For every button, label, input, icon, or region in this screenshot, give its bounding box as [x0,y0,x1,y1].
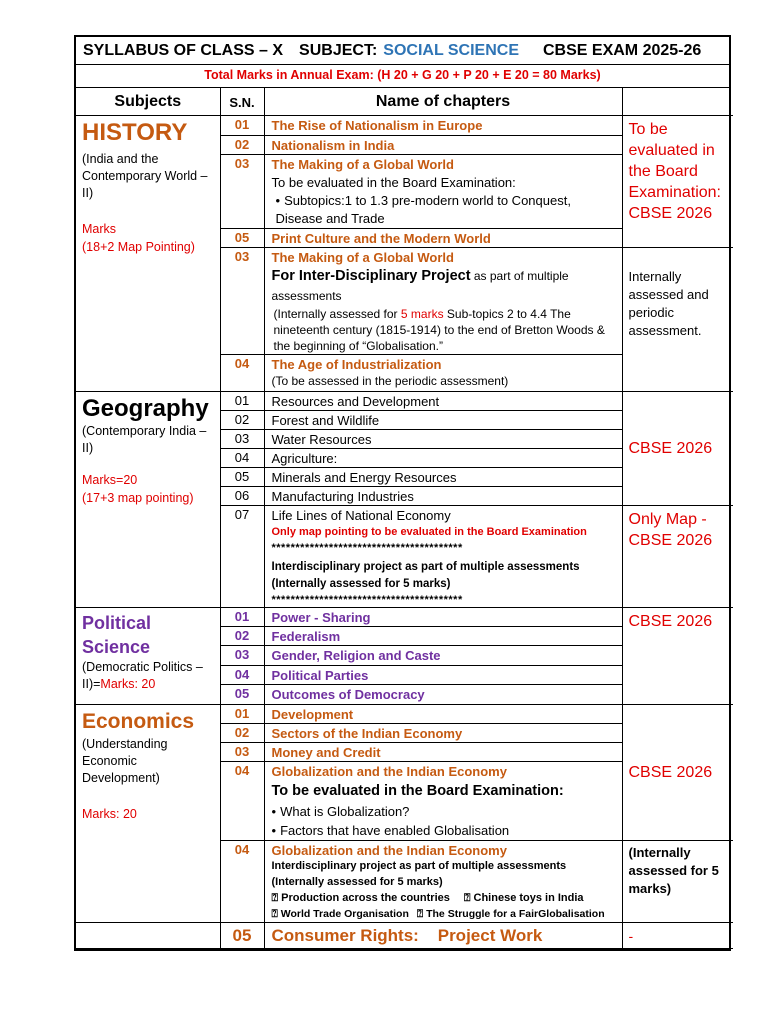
chapter-cell: Water Resources [264,430,622,449]
chapter-title: The Age of Industrialization [271,357,442,372]
sn-cell: 03 [220,155,264,229]
project-note: Interdisciplinary project as part of multiple assessments [271,860,567,872]
chapter-title: Development [271,707,354,722]
political-subtitle: (Democratic Politics – II)= [82,660,203,691]
history-marks-label: Marks [82,222,117,236]
sn-cell: 05 [220,685,264,705]
chapter-cell [264,116,622,136]
total-marks: Total Marks in Annual Exam: (H 20 + G 20 + P 20 + E 20 = 80 Marks) [76,65,729,88]
geography-title: Geography [82,395,209,422]
subject-label: SUBJECT: [299,41,378,59]
sn-cell: 03 [220,646,264,666]
chapter-note: (To be assessed in the periodic assessment) [271,374,509,388]
internal-note: (Internally assessed for 5 marks) [271,578,451,590]
project-line [272,266,622,306]
internal-note: (Internally assessed for 5 marks) [271,876,443,888]
political-subtitle-line [82,659,214,693]
sn-cell: 05 [220,229,264,248]
bullet-text: Factors that have enabled Globalisation [280,823,510,838]
detail-b: Sub-topics 2 to 4.4 The nineteenth century (1815-1914) to the end of Bretton Woods & the beginning of “Globalisation.” [273,307,605,353]
geography-board-eval: CBSE 2026 [622,392,733,506]
subject-name: SOCIAL SCIENCE [383,41,519,59]
table-row [76,705,733,724]
sn-cell: 01 [220,705,264,724]
sn-cell: 01 [220,608,264,627]
chapter-cell [264,762,622,841]
history-subtitle: (India and the Contemporary World – II) [82,152,208,200]
chapter-cell [264,646,622,666]
bullet-text: What is Globalization? [280,804,410,819]
sn-cell: 04 [220,841,264,923]
chapter-title: The Making of a Global World [271,157,454,172]
syllabus-sheet [74,35,731,951]
chapter-bullet [272,821,622,840]
chapter-title: The Rise of Nationalism in Europe [271,118,483,133]
sn-cell: 02 [220,411,264,430]
chapter-bullet [272,192,622,228]
sn-cell: 02 [220,136,264,155]
chapter-cell: Consumer Rights: Project Work [264,923,622,949]
blank-cell [76,923,220,949]
chapter-title: Sectors of the Indian Economy [271,726,463,741]
project-rest: as part of multiple assessments [271,269,569,303]
title-row [76,37,729,65]
chapter-title: Federalism [271,629,341,644]
economics-title: Economics [82,710,195,733]
bullet-icon [272,804,281,819]
chapter-bullet-text: Subtopics:1 to 1.3 pre-modern world to Conquest, Disease and Trade [275,193,571,226]
topic-line [272,890,622,906]
chapter-cell [264,355,622,392]
chapter-cell: Minerals and Energy Resources [264,468,622,487]
geography-marks-detail: (17+3 map pointing) [82,491,194,505]
history-title: HISTORY [82,119,188,146]
chapter-cell [264,666,622,685]
sn-cell: 05 [220,468,264,487]
sn-cell: 06 [220,487,264,506]
chapter-cell [264,685,622,705]
chapter-bullet [272,802,622,821]
divider-stars: **************************************** [271,542,463,554]
geography-subject-cell [76,392,220,608]
economics-marks: Marks: 20 [82,807,137,821]
political-title: Political Science [82,613,152,657]
chapter-line: To be evaluated in the Board Examination: [271,175,516,190]
column-header-row [76,88,733,116]
bullet-icon [272,823,281,838]
sn-cell: 03 [220,430,264,449]
col-blank [622,88,733,116]
chapter-cell [264,155,622,229]
syllabus-title: SYLLABUS OF CLASS – X [83,41,284,59]
chapter-title: Power - Sharing [271,610,371,625]
chapter-cell [264,136,622,155]
geography-map-eval: Only Map - CBSE 2026 [622,506,733,608]
topic-line [272,906,622,922]
chapter-title: The Making of a Global World [271,250,454,265]
chapter-cell [264,248,622,355]
chapter-title: Life Lines of National Economy [271,508,451,523]
chapter-title: Globalization and the Indian Economy [271,764,507,779]
chapter-cell [264,627,622,646]
syllabus-table [76,88,733,949]
chapter-cell: Manufacturing Industries [264,487,622,506]
sn-cell: 01 [220,116,264,136]
chapter-title: Political Parties [271,668,369,683]
geography-marks: Marks=20 [82,473,138,487]
history-internal-eval: Internally assessed and periodic assessment. [622,248,733,392]
col-chapters: Name of chapters [264,88,622,116]
history-board-eval: To be evaluated in the Board Examination: CBSE 2026 [622,116,733,248]
table-row [76,392,733,411]
table-row [76,608,733,627]
chapter-cell [264,743,622,762]
sn-cell: 03 [220,743,264,762]
sn-cell: 03 [220,248,264,355]
sn-cell: 04 [220,762,264,841]
economics-subject-cell [76,705,220,923]
table-row [76,116,733,136]
economics-last-eval: - [622,923,733,949]
sn-cell: 02 [220,627,264,646]
board-note: To be evaluated in the Board Examination: [271,783,564,799]
economics-board-eval: CBSE 2026 [622,705,733,841]
chapter-title: Outcomes of Democracy [271,687,425,702]
bullet-icon [276,193,285,208]
chapter-title: Nationalism in India [271,138,395,153]
map-note: Only map pointing to be evaluated in the Board Examination [271,526,587,538]
chapter-cell: Resources and Development [264,392,622,411]
detail-a: (Internally assessed for [273,307,401,321]
sn-cell: 04 [220,449,264,468]
chapter-cell [264,229,622,248]
exam-title: CBSE EXAM 2025-26 [543,41,702,59]
political-board-eval: CBSE 2026 [622,608,733,705]
history-marks-value: (18+2 Map Pointing) [82,240,195,254]
col-subjects: Subjects [76,88,220,116]
economics-internal-eval: (Internally assessed for 5 marks) [622,841,733,923]
project-bold: For Inter-Disciplinary Project [271,268,471,284]
chapter-cell [264,506,622,608]
political-subject-cell [76,608,220,705]
political-marks: Marks: 20 [100,677,156,691]
topic-item: ⍰ Chinese toys in India [463,892,584,904]
chapter-cell [264,841,622,923]
sn-cell: 05 [220,923,264,949]
project-detail [272,306,622,354]
divider-stars: **************************************** [271,594,463,606]
chapter-cell: Agriculture: [264,449,622,468]
chapter-title: Print Culture and the Modern World [271,231,491,246]
chapter-title: Gender, Religion and Caste [271,648,441,663]
topic-item: ⍰ Production across the countries [271,892,450,904]
sn-cell: 02 [220,724,264,743]
sn-cell: 07 [220,506,264,608]
detail-marks: 5 marks [400,307,444,321]
sn-cell: 04 [220,355,264,392]
geography-subtitle: (Contemporary India – II) [82,424,207,455]
sn-cell: 04 [220,666,264,685]
table-row [76,923,733,949]
chapter-cell [264,608,622,627]
topic-item: ⍰ World Trade Organisation [271,908,409,920]
economics-subtitle: (Understanding Economic Development) [82,737,168,785]
chapter-title: Globalization and the Indian Economy [271,843,507,858]
chapter-title: Money and Credit [271,745,381,760]
history-subject-cell [76,116,220,392]
project-note: Interdisciplinary project as part of multiple assessments [271,561,580,573]
sn-cell: 01 [220,392,264,411]
chapter-cell [264,705,622,724]
chapter-cell [264,724,622,743]
col-sn: S.N. [220,88,264,116]
topic-item: ⍰ The Struggle for a FairGlobalisation [416,908,605,920]
chapter-cell: Forest and Wildlife [264,411,622,430]
